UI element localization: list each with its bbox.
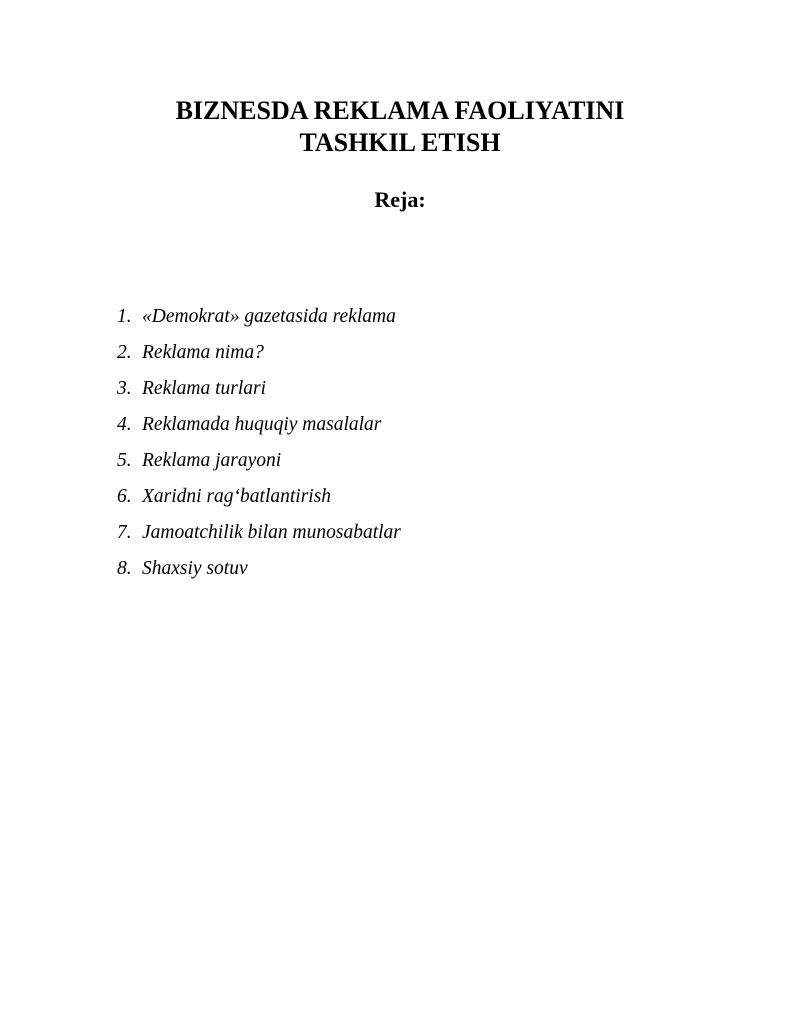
plan-item-number: 8. <box>117 558 132 579</box>
plan-item-text: Reklama nima? <box>142 342 264 363</box>
document-title <box>0 95 800 159</box>
plan-list <box>117 304 401 592</box>
plan-item-7 <box>117 520 401 556</box>
plan-item-number: 3. <box>117 378 132 399</box>
plan-item-text: Reklamada huquqiy masalalar <box>142 414 382 435</box>
plan-item-text: Reklama jarayoni <box>142 450 282 471</box>
plan-item-6 <box>117 484 401 520</box>
plan-item-number: 1. <box>117 306 132 327</box>
title-line-1: BIZNESDA REKLAMA FAOLIYATINI <box>175 96 625 125</box>
plan-item-text: «Demokrat» gazetasida reklama <box>142 306 396 327</box>
plan-item-1 <box>117 304 401 340</box>
plan-heading: Reja: <box>374 187 426 212</box>
plan-item-number: 2. <box>117 342 132 363</box>
plan-item-8 <box>117 556 401 592</box>
plan-item-4 <box>117 412 401 448</box>
plan-item-text: Shaxsiy sotuv <box>142 558 248 579</box>
plan-item-text: Jamoatchilik bilan munosabatlar <box>142 522 401 543</box>
plan-item-text: Xaridni rag‘batlantirish <box>142 486 332 507</box>
plan-item-number: 4. <box>117 414 132 435</box>
title-line-2: TASHKIL ETISH <box>299 128 501 157</box>
plan-item-number: 7. <box>117 522 132 543</box>
plan-item-2 <box>117 340 401 376</box>
plan-item-number: 5. <box>117 450 132 471</box>
plan-item-number: 6. <box>117 486 132 507</box>
plan-item-5 <box>117 448 401 484</box>
plan-item-text: Reklama turlari <box>142 378 267 399</box>
plan-item-3 <box>117 376 401 412</box>
